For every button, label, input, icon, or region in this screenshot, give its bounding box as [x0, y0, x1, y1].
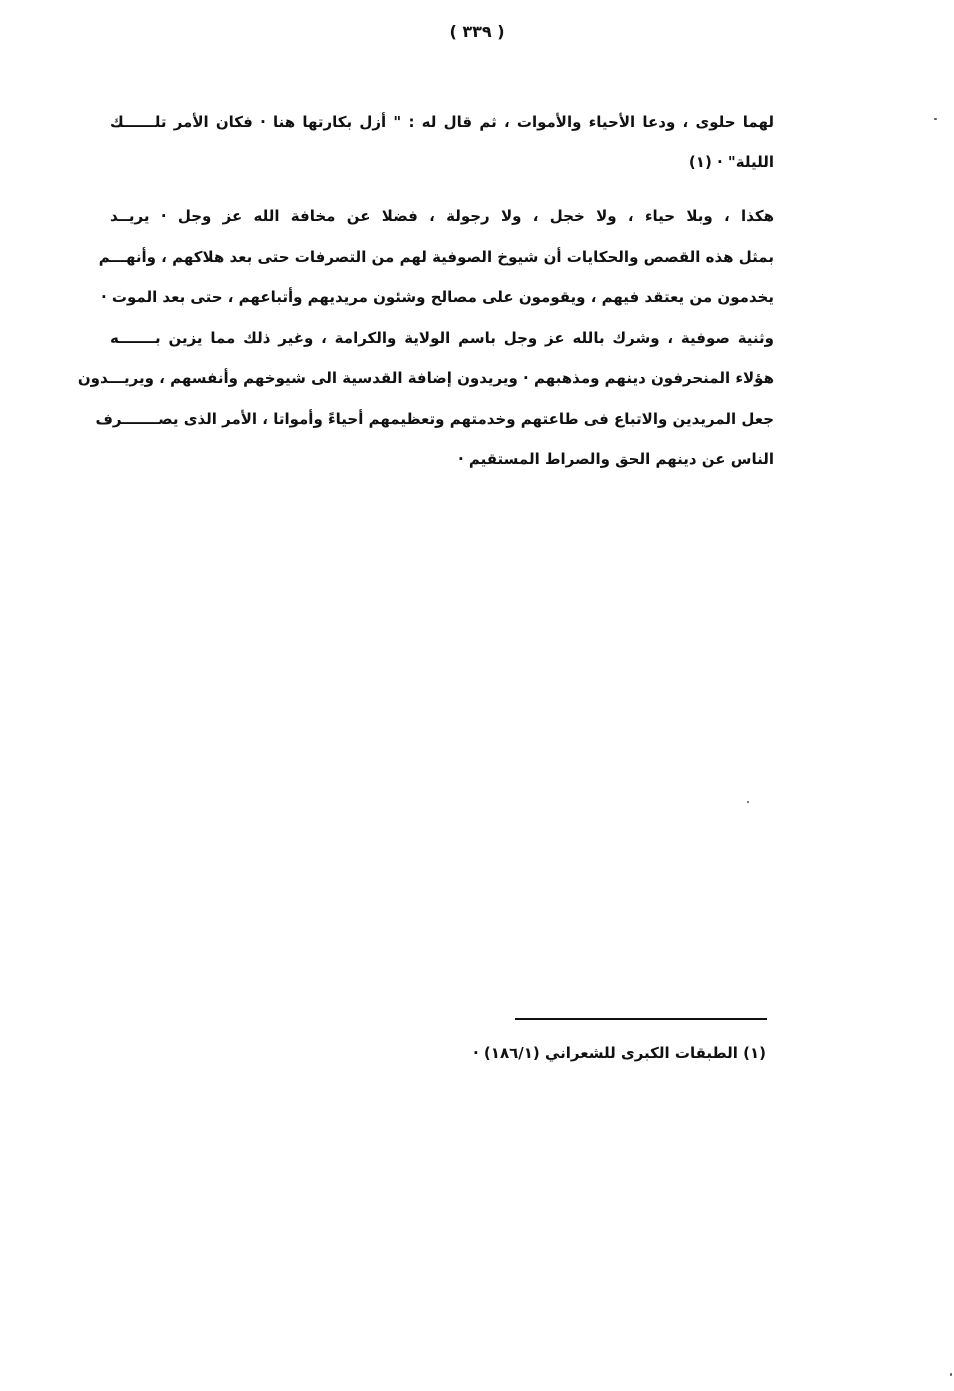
paragraph-2-line-2: بمثل هذه القصص والحكايات أن شيوخ الصوفية لهم من التصرفات حتى بعد هلاكهم ، وأنهـــم	[98, 247, 774, 266]
paragraph-1-line-1: لهما حلوى ، ودعا الأحياء والأموات ، ثم قال له : " أزل بكارتها هنا · فكان الأمر تلــــــك	[110, 113, 774, 131]
paragraph-2-line-4: وثنية صوفية ، وشرك بالله عز وجل باسم الولاية والكرامة ، وغير ذلك مما يزين بـــــــه	[110, 328, 774, 347]
paragraph-2-line-1: هكذا ، وبلا حياء ، ولا خجل ، ولا رجولة ، فضلا عن مخافة الله عز وجل · يريــد	[110, 207, 774, 225]
paragraph-1-line-2: الليلة" · (١)	[688, 153, 774, 171]
footnote-separator	[515, 1018, 767, 1020]
scan-speck	[934, 118, 937, 120]
paragraph-2	[77, 196, 774, 480]
paragraph-1	[110, 102, 774, 182]
scan-speck	[950, 1373, 952, 1376]
page-number: ( ٣٣٩ )	[449, 22, 505, 41]
paragraph-2-line-3: يخدمون من يعتقد فيهم ، ويقومون على مصالح وشئون مريديهم وأتباعهم ، حتى بعد الموت ·	[100, 288, 774, 306]
paragraph-2-line-5: هؤلاء المنحرفون دينهم ومذهبهم · ويريدون إضافة القدسية الى شيوخهم وأنفسهم ، ويريـــدون	[77, 369, 774, 387]
footnote: (١) الطبقات الكبرى للشعراني (١٨٦/١) ·	[473, 1044, 766, 1062]
paragraph-2-line-7: الناس عن دينهم الحق والصراط المستقيم ·	[457, 450, 774, 468]
scan-speck	[747, 801, 749, 803]
paragraph-2-line-6: جعل المريدين والاتباع فى طاعتهم وخدمتهم وتعظيمهم أحياءً وأمواتا ، الأمر الذى يصـــــــرف	[95, 409, 774, 428]
